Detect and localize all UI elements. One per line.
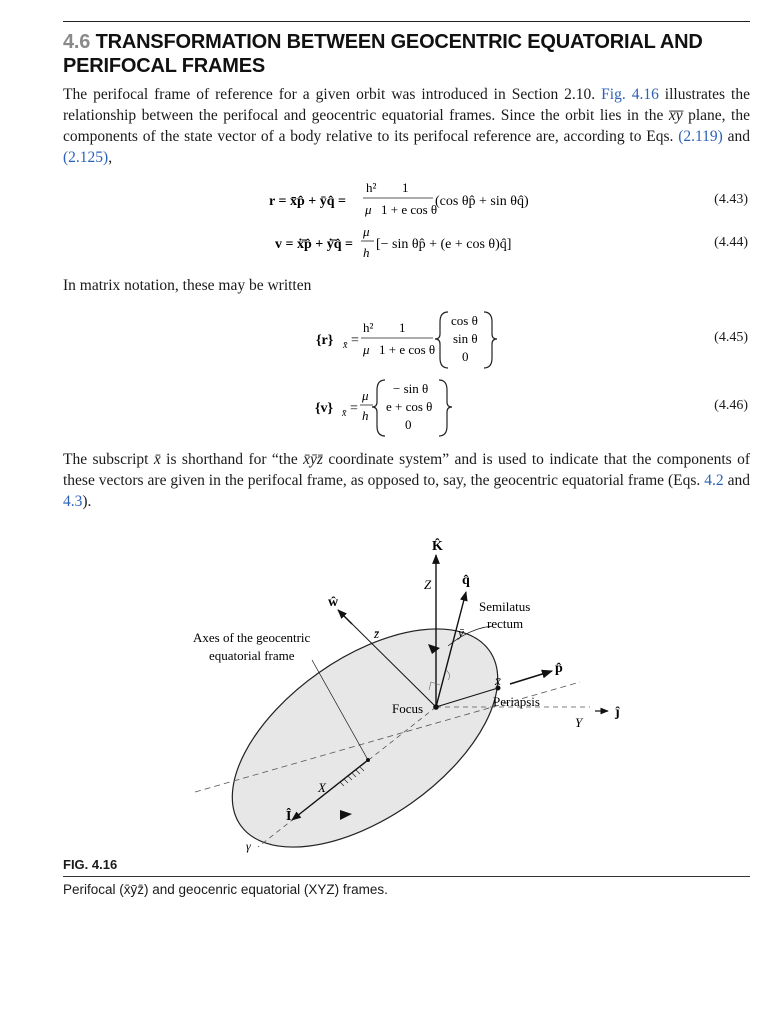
intro-end: , — [108, 149, 113, 166]
equation-4-43 — [63, 180, 750, 220]
label-focus: Focus — [392, 701, 424, 716]
intro-text-3: plane, the components of the state vector of a body relative to its perifocal reference are, according to Eqs. — [63, 107, 750, 145]
label-X: X — [318, 780, 326, 795]
eq445-col-1: sin θ — [453, 331, 478, 346]
subscript-symbol: x̄ — [153, 451, 161, 468]
figure-caption: Perifocal (x̄ȳz̄) and geocenric equatorial (XYZ) frames. — [63, 882, 388, 897]
label-p: p̂ — [555, 661, 563, 676]
eq-ref-link-1[interactable]: (2.119) — [678, 128, 723, 145]
eq446-equals: = — [350, 401, 358, 416]
eq445-col-2: 0 — [462, 349, 469, 364]
axes-leader-dot — [366, 758, 370, 762]
label-w: ŵ — [328, 595, 339, 610]
matrix-intro: In matrix notation, these may be written — [63, 277, 312, 294]
figure-4-16 — [0, 530, 780, 855]
eq445-sub: x̄ — [343, 340, 348, 351]
eq-ref-link-2[interactable]: (2.125) — [63, 149, 109, 166]
subscript-and: and — [723, 472, 750, 489]
eq445-equals: = — [351, 333, 359, 348]
label-zbar: z̄ — [374, 626, 380, 641]
eq445-lhs: {r} — [316, 333, 334, 348]
eq446-number: (4.46) — [714, 398, 748, 413]
fig-ref-link[interactable]: Fig. 4.16 — [601, 86, 659, 103]
eq444-frac-den: h — [363, 245, 370, 260]
coordinate-system-symbol: x̄ȳz̄ — [303, 451, 323, 468]
subscript-text-1: The subscript — [63, 451, 154, 468]
label-semilatus-1: Semilatus — [479, 599, 531, 614]
equation-4-45 — [63, 308, 750, 372]
eq445-svg — [63, 308, 663, 372]
eq443-frac2-den: 1 + e cos θ — [381, 202, 438, 217]
label-periapsis: Periapsis — [493, 694, 540, 709]
eq444-lhs: v = ẋ̄p̂ + ẏ̄q̂ = — [275, 237, 354, 252]
eq443-frac1-num: h² — [366, 180, 377, 195]
label-j: ĵ — [615, 705, 620, 720]
page — [63, 0, 750, 1024]
label-i: Î — [286, 809, 292, 824]
figure-rule — [63, 876, 750, 877]
eq443-rhs: (cos θp̂ + sin θq̂) — [435, 194, 529, 209]
eq446-col-1: e + cos θ — [386, 399, 433, 414]
eq443-number: (4.43) — [714, 192, 748, 207]
subscript-text-3: coordinate system” and is used to indicate that the components of these vectors are given in the perifocal frame, as opposed to, say, the geocentric equatorial frame (Eqs. — [63, 451, 750, 489]
subscript-text-2: is shorthand for “the — [160, 451, 304, 468]
section-heading — [63, 30, 750, 78]
eq444-rhs: [− sin θp̂ + (e + cos θ)q̂] — [376, 237, 512, 252]
top-rule — [63, 21, 750, 22]
label-gamma: γ — [246, 839, 251, 853]
p-unit-arrow — [510, 671, 552, 684]
section-number: 4.6 — [63, 31, 91, 53]
eq443-frac2-num: 1 — [402, 180, 409, 195]
eq446-frac-den: h — [362, 408, 369, 423]
intro-and: and — [722, 128, 750, 145]
label-q: q̂ — [462, 573, 470, 588]
label-axes-1: Axes of the geocentric — [193, 630, 311, 645]
intro-text-2: illustrates the relationship between the perifocal and geocentric equatorial frames. Since the orbit lies in the — [63, 86, 750, 124]
eq443-svg — [63, 180, 663, 220]
orbit-ellipse — [195, 585, 536, 855]
intro-paragraph — [63, 84, 750, 168]
label-semilatus-2: rectum — [487, 616, 524, 631]
section-title-line1: TRANSFORMATION BETWEEN GEOCENTRIC EQUATORIAL AND — [95, 31, 703, 53]
figure-label: FIG. 4.16 — [63, 857, 118, 872]
eq444-number: (4.44) — [714, 235, 748, 250]
label-xbar: x̄ — [495, 673, 501, 688]
plane-symbol: x̅y̅ — [668, 107, 683, 124]
eq443-lhs: r = x̄p̂ + ȳq̂ = — [269, 194, 346, 209]
equation-4-44 — [63, 224, 750, 264]
subscript-paragraph — [63, 449, 750, 512]
eq-ref-link-4-2[interactable]: 4.2 — [704, 472, 724, 489]
intro-text-1: The perifocal frame of reference for a given orbit was introduced in Section 2.10. — [63, 86, 602, 103]
eq-ref-link-4-3[interactable]: 4.3 — [63, 493, 83, 510]
eq445-frac1-num: h² — [363, 320, 374, 335]
eq443-frac1-den: μ — [365, 202, 372, 217]
eq446-sub: x̄ — [342, 408, 347, 419]
eq446-lhs: {v} — [315, 401, 334, 416]
eq446-col-0: − sin θ — [393, 381, 429, 396]
label-K: K̂ — [432, 539, 443, 554]
focus-point — [433, 704, 439, 710]
subscript-end: ). — [82, 493, 92, 510]
eq444-svg — [63, 224, 663, 264]
eq445-frac1-den: μ — [363, 342, 370, 357]
label-axes-2: equatorial frame — [209, 648, 295, 663]
label-Y: Y — [575, 715, 583, 730]
eq446-svg — [63, 376, 663, 440]
label-Z: Z — [424, 577, 432, 592]
w-unit-arrow — [338, 610, 352, 624]
equation-4-46 — [63, 376, 750, 440]
eq445-frac2-den: 1 + e cos θ — [379, 342, 436, 357]
eq445-col-0: cos θ — [451, 313, 478, 328]
eq446-col-2: 0 — [405, 417, 412, 432]
eq445-number: (4.45) — [714, 330, 748, 345]
label-ybar: ȳ — [458, 625, 464, 640]
eq446-frac-num: μ — [362, 388, 369, 403]
eq445-frac2-num: 1 — [399, 320, 406, 335]
eq444-frac-num: μ — [363, 224, 370, 239]
section-title-line2: PERIFOCAL FRAMES — [63, 55, 265, 77]
